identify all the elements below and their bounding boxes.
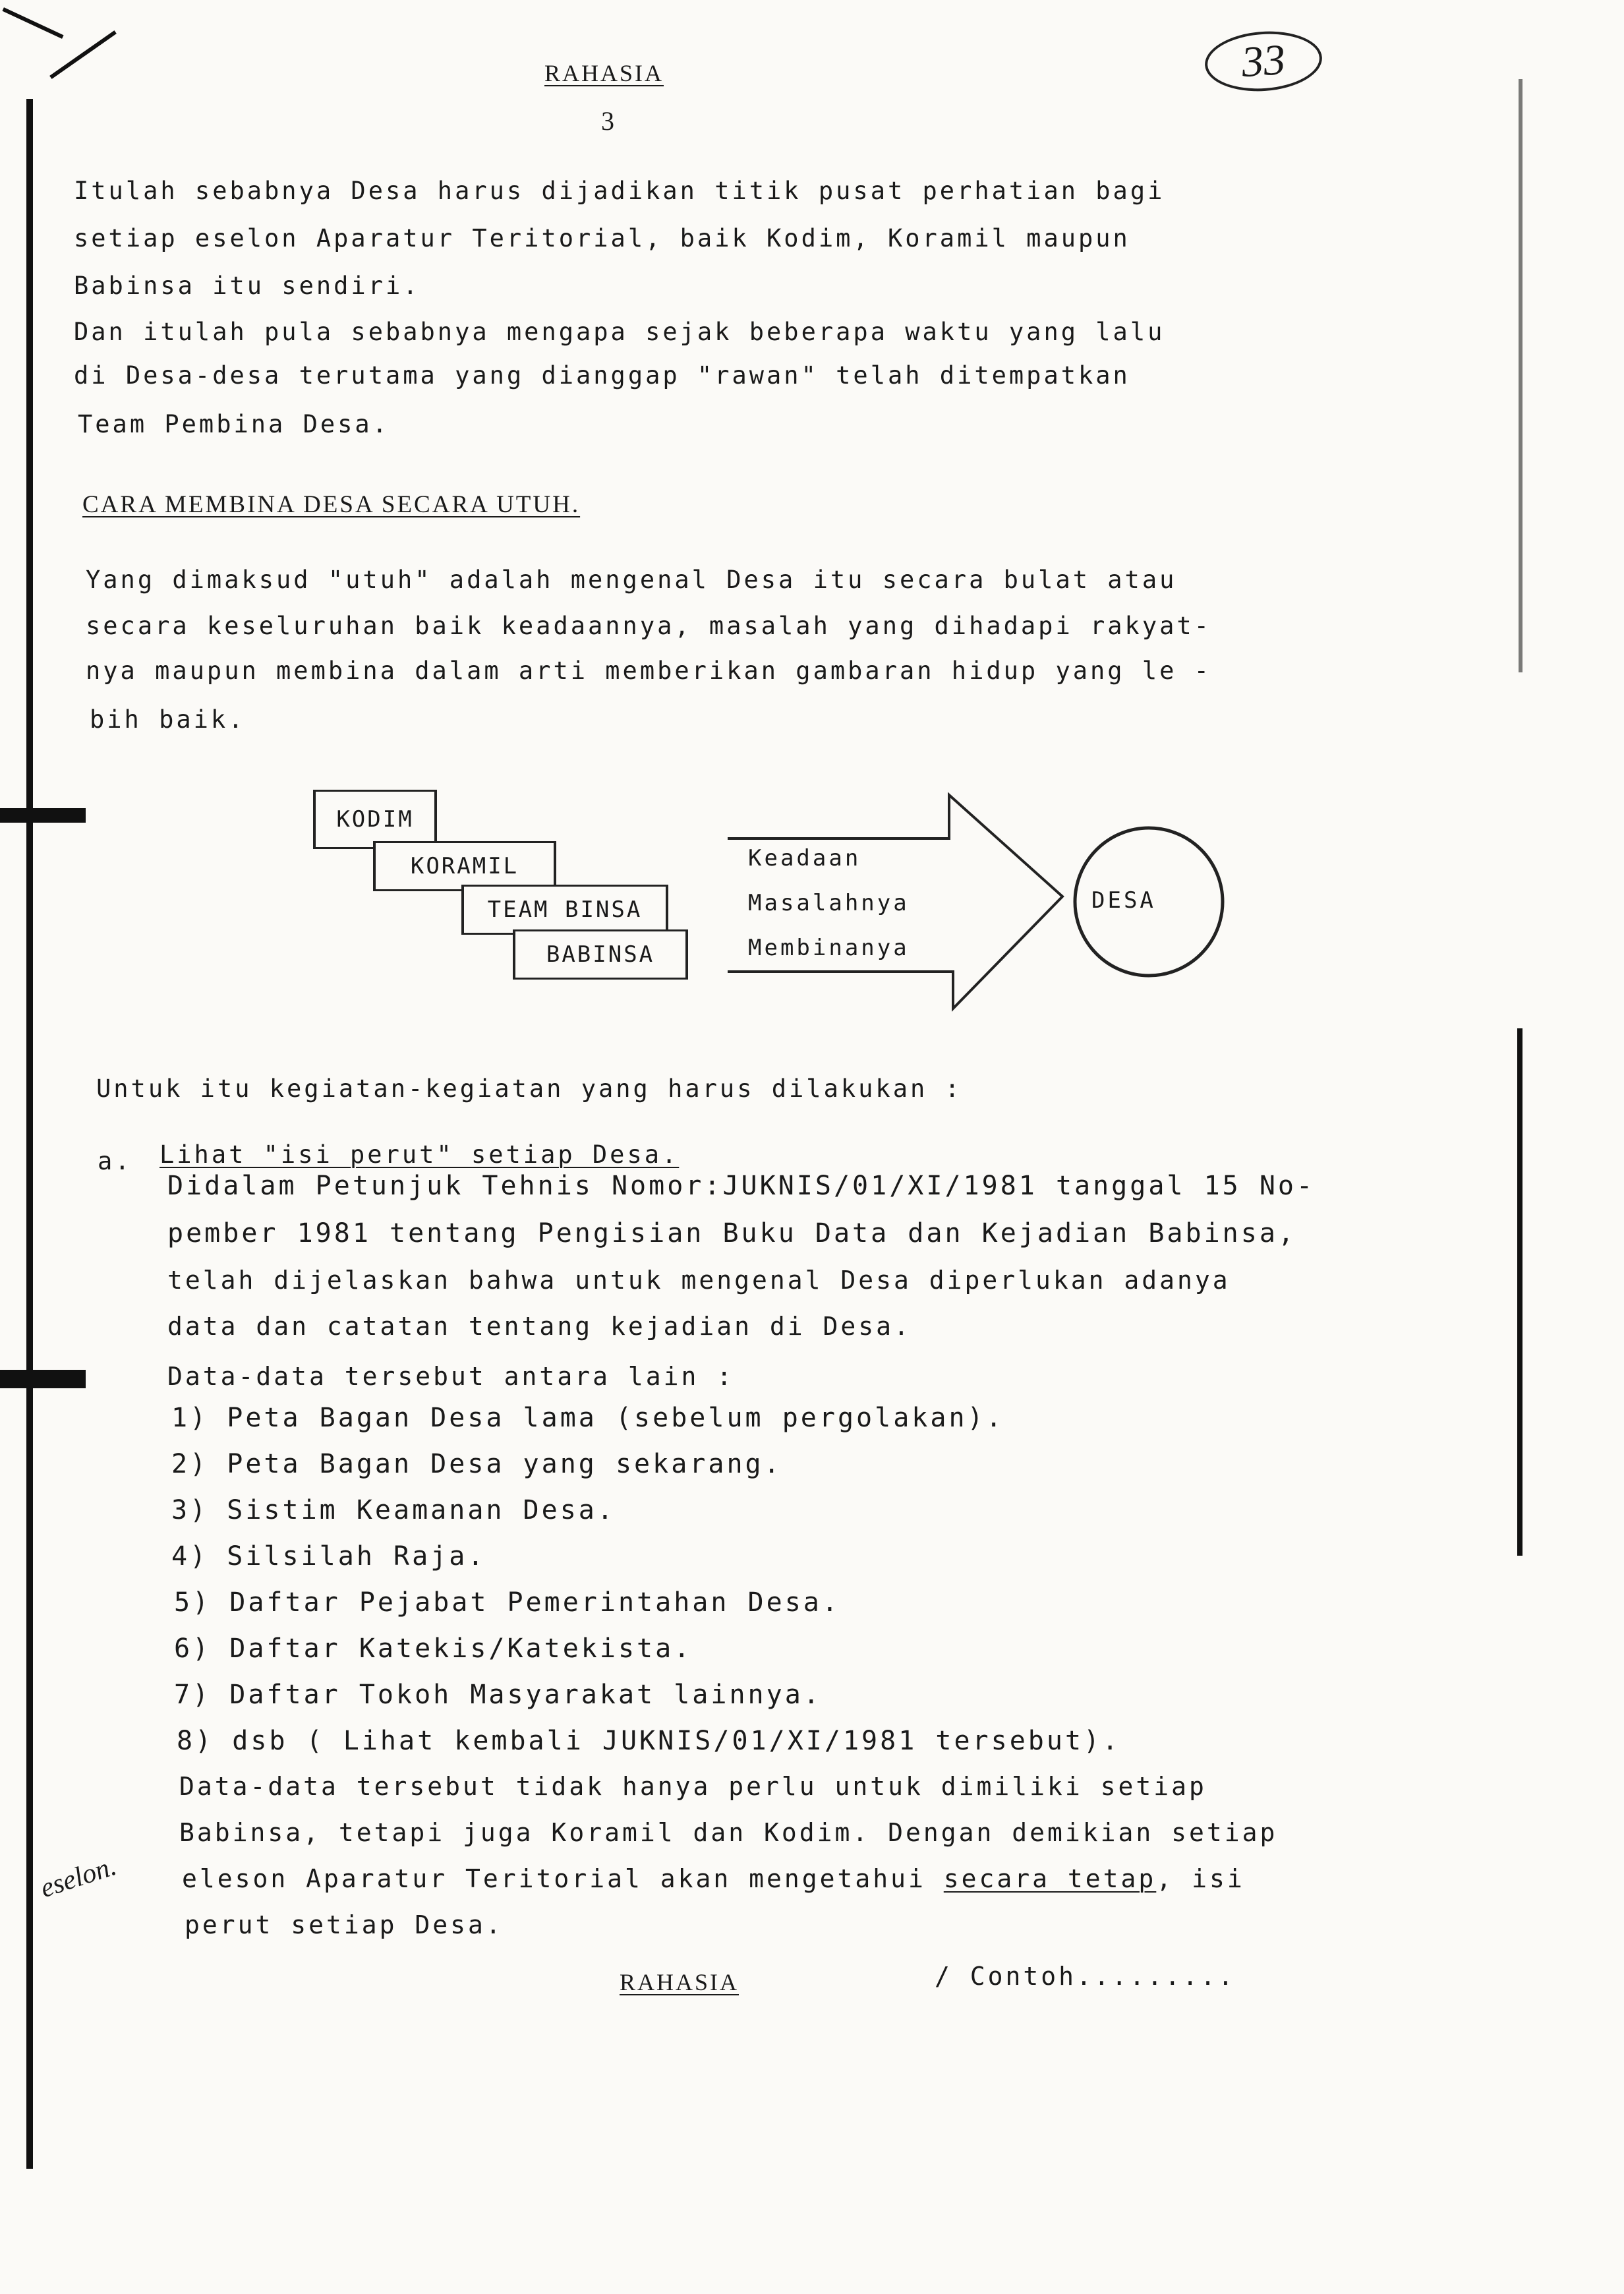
item-a-line: pember 1981 tentang Pengisian Buku Data dan Kejadian Babinsa, (167, 1218, 1297, 1249)
data-list-item: 4) Silsilah Raja. (171, 1541, 486, 1572)
box-koramil: KORAMIL (373, 841, 556, 891)
footer-classification: RAHASIA (620, 1969, 740, 1995)
item-a-marker: a. (98, 1147, 132, 1175)
section-line: bih baik. (90, 705, 246, 734)
section-line: nya maupun membina dalam arti memberikan gambaran hidup yang le - (86, 657, 1211, 685)
item-a-title: Lihat "isi perut" setiap Desa. (160, 1140, 680, 1169)
binding-mark (0, 1370, 86, 1388)
item-a-line: data dan catatan tentang kejadian di Desa. (167, 1312, 912, 1341)
closing-line: perut setiap Desa. (185, 1910, 504, 1939)
section-line: Yang dimaksud "utuh" adalah mengenal Desa itu secara bulat atau (86, 566, 1177, 594)
intro-line: Babinsa itu sendiri. (74, 272, 420, 300)
arrow-item: Membinanya (748, 935, 910, 961)
header-classification: RAHASIA (544, 60, 664, 86)
left-binding-line (26, 99, 33, 2169)
data-list-item: 2) Peta Bagan Desa yang sekarang. (171, 1449, 782, 1479)
closing-line (182, 1864, 1245, 1893)
closing-line: Babinsa, tetapi juga Koramil dan Kodim. Dengan demikian setiap (179, 1818, 1278, 1847)
data-list-item: 5) Daftar Pejabat Pemerintahan Desa. (174, 1587, 840, 1618)
target-desa: DESA (1091, 887, 1156, 914)
arrow-item: Keadaan (748, 845, 861, 871)
intro-line: Dan itulah pula sebabnya mengapa sejak beberapa waktu yang lalu (74, 318, 1165, 346)
data-list-item: 8) dsb ( Lihat kembali JUKNIS/01/XI/1981 tersebut). (177, 1726, 1121, 1756)
right-edge-mark (1519, 79, 1522, 672)
footer-continuation: / Contoh......... (935, 1962, 1236, 1991)
right-edge-mark (1517, 1028, 1522, 1556)
page-number: 3 (601, 106, 614, 136)
activities-intro: Untuk itu kegiatan-kegiatan yang harus dilakukan : (96, 1074, 962, 1103)
intro-line: setiap eselon Aparatur Teritorial, baik Kodim, Koramil maupun (74, 224, 1130, 252)
data-list-item: 7) Daftar Tokoh Masyarakat lainnya. (174, 1680, 822, 1710)
margin-note: eselon. (36, 1850, 121, 1904)
closing-text: eleson Aparatur Teritorial akan mengetahui (182, 1864, 926, 1893)
closing-tail: , isi (1156, 1864, 1245, 1893)
box-kodim: KODIM (313, 790, 437, 849)
binding-mark (0, 808, 86, 823)
item-a-line: Data-data tersebut antara lain : (167, 1362, 735, 1391)
closing-underlined: secara tetap (943, 1864, 1157, 1893)
data-list-item: 6) Daftar Katekis/Katekista. (174, 1633, 693, 1664)
intro-line: di Desa-desa terutama yang dianggap "rawan" telah ditempatkan (74, 361, 1130, 390)
data-list-item: 1) Peta Bagan Desa lama (sebelum pergolakan). (171, 1403, 1004, 1433)
intro-line: Team Pembina Desa. (78, 410, 390, 438)
item-a-line: telah dijelaskan bahwa untuk mengenal Desa diperlukan adanya (167, 1266, 1231, 1295)
handwritten-page-number: 33 (1203, 28, 1324, 95)
closing-line: Data-data tersebut tidak hanya perlu untuk dimiliki setiap (179, 1772, 1207, 1801)
box-babinsa: BABINSA (513, 929, 688, 980)
item-a-line: Didalam Petunjuk Tehnis Nomor:JUKNIS/01/XI/1981 tanggal 15 No- (167, 1171, 1316, 1201)
arrow-item: Masalahnya (748, 890, 910, 916)
data-list-item: 3) Sistim Keamanan Desa. (171, 1495, 616, 1525)
intro-line: Itulah sebabnya Desa harus dijadikan titik pusat perhatian bagi (74, 177, 1165, 205)
section-heading: CARA MEMBINA DESA SECARA UTUH. (82, 491, 581, 518)
section-line: secara keseluruhan baik keadaannya, masalah yang dihadapi rakyat- (86, 612, 1211, 640)
box-team-binsa: TEAM BINSA (461, 885, 668, 935)
